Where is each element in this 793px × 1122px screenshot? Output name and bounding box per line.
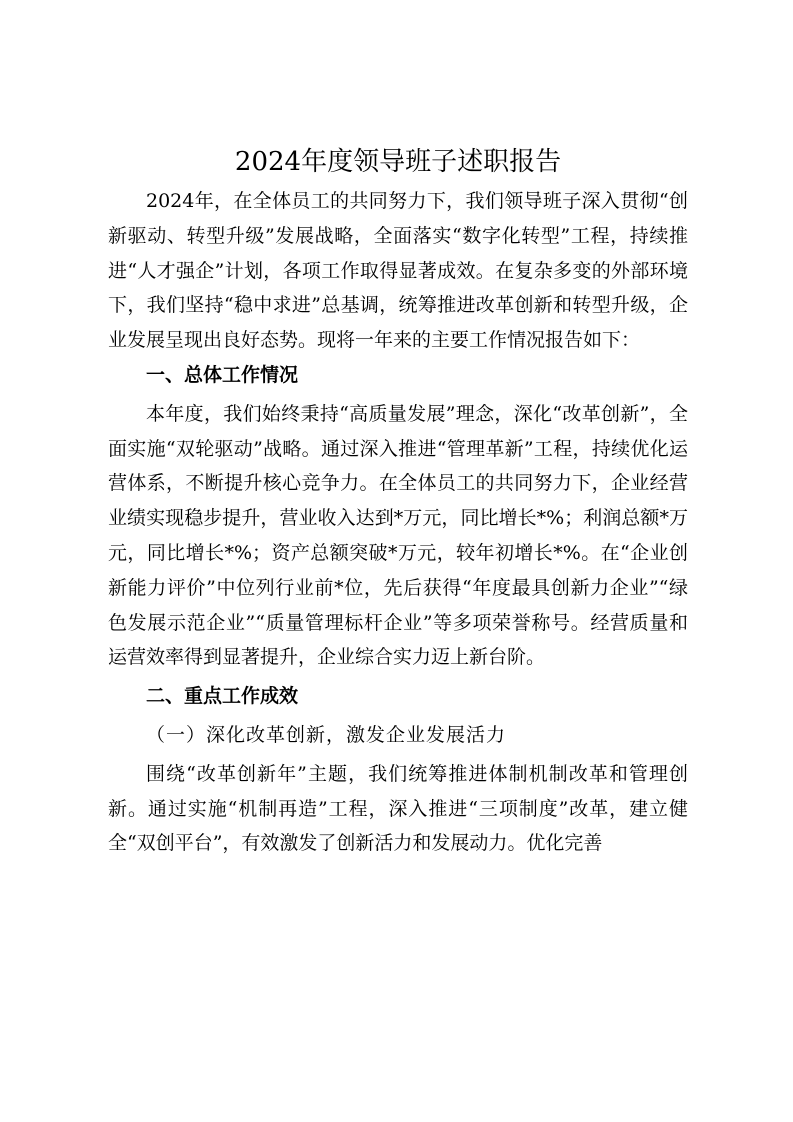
- overall-work-paragraph: 本年度，我们始终秉持“高质量发展”理念，深化“改革创新”，全面实施“双轮驱动”战略。通过深入推进“管理革新”工程，持续优化运营体系，不断提升核心竞争力。在全体员工的共同努力下，企业经营业绩实现稳步提升，营业收入达到*万元，同比增长*%；利润总额*万元，同比增长*%；资产总额突破*万元，较年初增长*%。在“企业创新能力评价”中位列行业前*位，先后获得“年度最具创新力企业”“绿色发展示范企业”“质量管理标杆企业”等多项荣誉称号。经营质量和运营效率得到显著提升，企业综合实力迈上新台阶。: [108, 402, 688, 669]
- subsection-heading-reform: （一）深化改革创新，激发企业发展活力: [146, 723, 507, 746]
- reform-paragraph: 围绕“改革创新年”主题，我们统筹推进体制机制改革和管理创新。通过实施“机制再造”工程，深入推进“三项制度”改革，建立健全“双创平台”，有效激发了创新活力和发展动力。优化完善: [108, 762, 688, 855]
- document-body: [108, 140, 688, 861]
- section-heading-overall: 一、总体工作情况: [146, 363, 299, 386]
- document-title: 2024年度领导班子述职报告: [234, 147, 562, 177]
- section-heading-key-results: 二、重点工作成效: [146, 685, 299, 708]
- intro-paragraph: 2024年，在全体员工的共同努力下，我们领导班子深入贯彻“创新驱动、转型升级”发展战略，全面落实“数字化转型”工程，持续推进“人才强企”计划，各项工作取得显著成效。在复杂多变的外部环境下，我们坚持“稳中求进”总基调，统筹推进改革创新和转型升级，企业发展呈现出良好态势。现将一年来的主要工作情况报告如下：: [108, 190, 688, 352]
